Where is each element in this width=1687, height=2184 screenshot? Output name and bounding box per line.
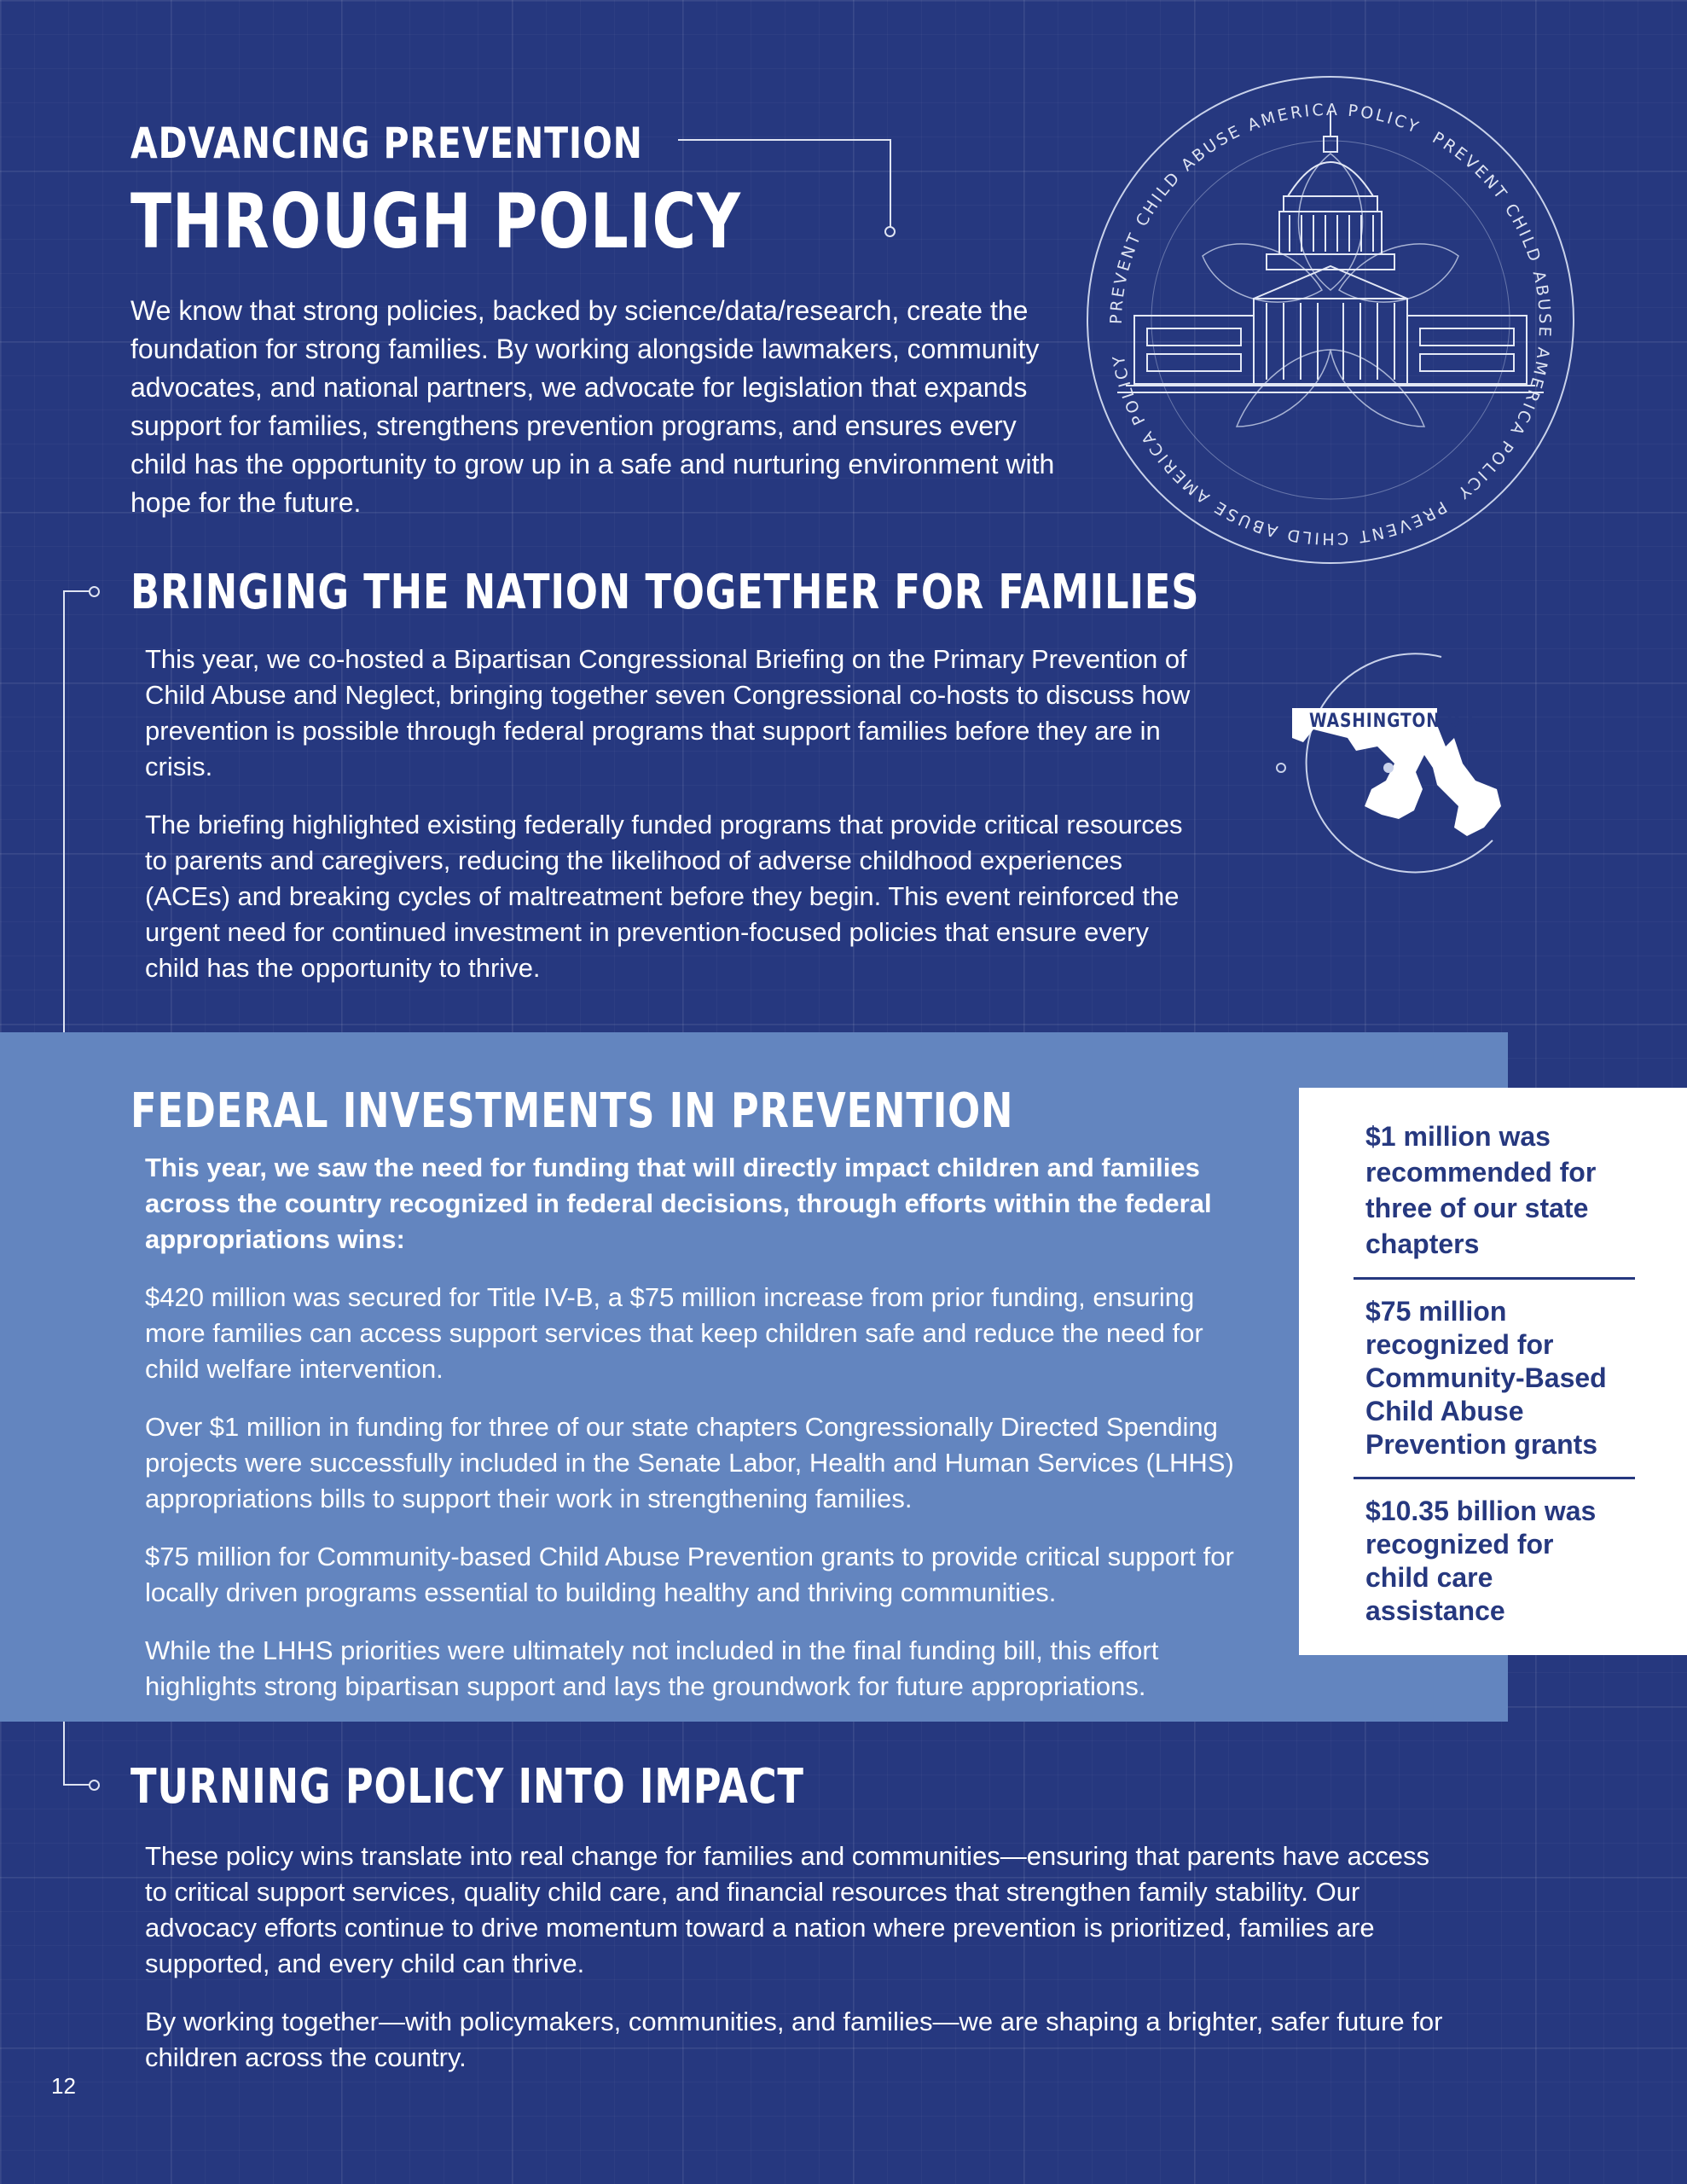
impact-paragraph: These policy wins translate into real change for families and communities—ensuring that parents have access to critical support services, quality child care, and financial resources that strengthen family stability. Our advocacy efforts continue to drive momentum toward a nation where prevention is prioritized, families are supported, and every child can thrive. bbox=[145, 1841, 1429, 1978]
maryland-map-icon bbox=[1271, 644, 1527, 883]
svg-text:PREVENT CHILD ABUSE AMERICA PO: PREVENT CHILD ABUSE AMERICA POLICY bbox=[1106, 100, 1423, 325]
kicker-heading: ADVANCING PREVENTION bbox=[130, 119, 643, 168]
federal-body bbox=[145, 1150, 1254, 1727]
bracket-line bbox=[63, 590, 92, 592]
impact-paragraph: By working together—with policymakers, communities, and families—we are shaping a brighter, safer future for children across the country. bbox=[145, 2007, 1443, 2072]
bracket-line bbox=[63, 590, 65, 1032]
page-title: THROUGH POLICY bbox=[130, 177, 741, 265]
bracket-dot bbox=[89, 1780, 100, 1791]
connector-line bbox=[678, 139, 891, 141]
nation-paragraph: The briefing highlighted existing federally funded programs that provide critical resources to parents and caregivers, reducing the likelihood of adverse childhood experiences (ACEs) and breaking cycles of maltreatment before they begin. This event reinforced the urgent need for continued investment in prevention-focused policies that ensure every child has the opportunity to thrive. bbox=[145, 810, 1183, 983]
federal-paragraph: $420 million was secured for Title IV-B, a $75 million increase from prior funding, ensuring more families can access support services that keep children safe and reduce the need for child welfare intervention. bbox=[145, 1282, 1203, 1384]
federal-paragraph: Over $1 million in funding for three of our state chapters Congressionally Directed Spending projects were successfully included in the Senate Labor, Health and Human Services (LHHS) appropriations bills to support their work in strengthening families. bbox=[145, 1412, 1234, 1513]
stat-item: $1 million was recommended for three of our state chapters bbox=[1365, 1121, 1597, 1259]
section-heading-nation: BRINGING THE NATION TOGETHER FOR FAMILIES bbox=[130, 565, 1200, 620]
bracket-dot bbox=[89, 586, 100, 597]
stat-item: $10.35 billion was recognized for child care assistance bbox=[1365, 1496, 1597, 1626]
federal-lead: This year, we saw the need for funding that will directly impact children and families across the country recognized in federal decisions, through efforts within the federal appropriations wins: bbox=[145, 1153, 1212, 1254]
svg-text:PREVENT CHILD ABUSE AMERICA PO: PREVENT CHILD ABUSE AMERICA POLICY bbox=[1429, 128, 1555, 504]
map-label: WASHINGTON D.C. bbox=[1309, 711, 1487, 732]
bracket-line bbox=[63, 1722, 65, 1785]
connector-dot bbox=[884, 226, 896, 237]
bracket-line bbox=[63, 1784, 92, 1786]
nation-body bbox=[145, 642, 1194, 1008]
policy-seal bbox=[1075, 68, 1586, 580]
intro-paragraph: We know that strong policies, backed by science/data/research, create the foundation for strong families. By working alongside lawmakers, community advocates, and national partners, we advocate for legislation that expands support for families, strengthens prevention programs, and ensures every child has the opportunity to grow up in a safe and nurturing environment with hope for the future. bbox=[130, 295, 1055, 518]
page-number: 12 bbox=[51, 2073, 76, 2099]
svg-text:PREVENT CHILD ABUSE AMERICA PO: PREVENT CHILD ABUSE AMERICA POLICY bbox=[1109, 351, 1451, 549]
stat-item: $75 million recognized for Community-Based Child Abuse Prevention grants bbox=[1365, 1296, 1607, 1460]
section-heading-federal: FEDERAL INVESTMENTS IN PREVENTION bbox=[130, 1083, 1014, 1139]
connector-line bbox=[890, 139, 891, 229]
impact-body bbox=[145, 1838, 1450, 2098]
section-heading-impact: TURNING POLICY INTO IMPACT bbox=[130, 1759, 804, 1815]
nation-paragraph: This year, we co-hosted a Bipartisan Congressional Briefing on the Primary Prevention of Child Abuse and Neglect, bringing together seven Congressional co-hosts to discuss how prevention is possible through federal programs that support families before they are in crisis. bbox=[145, 644, 1191, 781]
stats-sidebar bbox=[1299, 1088, 1687, 1655]
federal-paragraph: $75 million for Community-based Child Abuse Prevention grants to provide critical support for locally driven programs essential to building healthy and thriving communities. bbox=[145, 1542, 1234, 1607]
federal-paragraph: While the LHHS priorities were ultimately not included in the final funding bill, this effort highlights strong bipartisan support and lays the groundwork for future appropriations. bbox=[145, 1635, 1159, 1701]
seal-ring-text bbox=[1107, 101, 1554, 548]
